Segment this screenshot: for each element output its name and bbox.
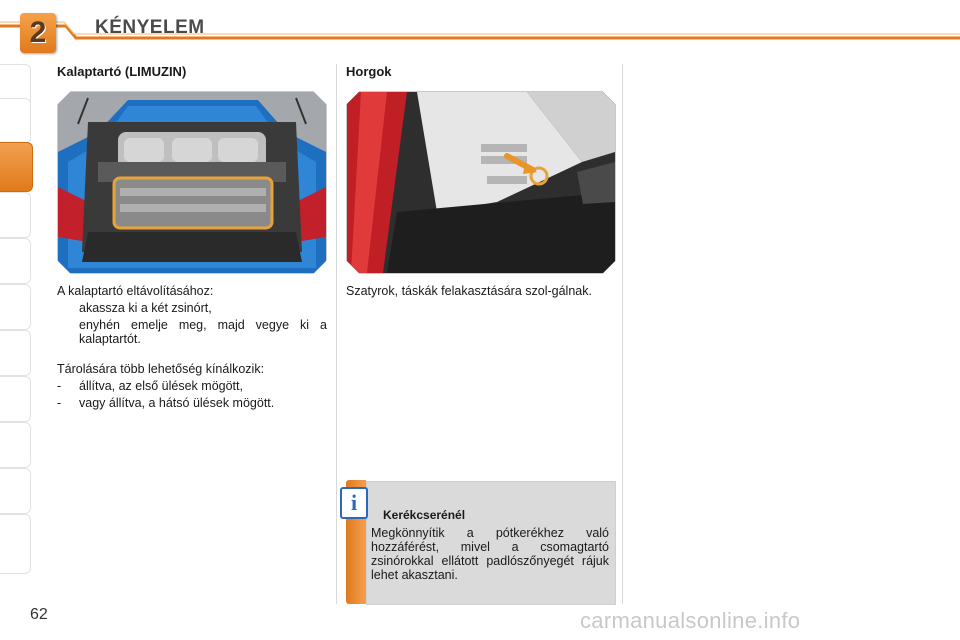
watermark-text: carmanualsonline.info: [580, 608, 801, 633]
info-title: Kerékcserénél: [383, 508, 466, 522]
storage-text: vagy állítva, a hátsó ülések mögött.: [79, 396, 275, 410]
column-divider: [622, 64, 623, 604]
chapter-tab[interactable]: [0, 284, 31, 330]
storage-intro: Tárolására több lehetőség kínálkozik:: [57, 362, 265, 376]
section-title-parcel-shelf: Kalaptartó (LIMUZIN): [57, 64, 187, 79]
info-body: Megkönnyítik a pótkerékhez való hozzáférést, mivel a csomagtartó zsinórokkal ellátott padlószőnyegét rájuk lehet akasztani.: [371, 526, 609, 582]
chapter-tab[interactable]: [0, 192, 31, 238]
dash-marker: -: [57, 396, 62, 410]
header-bar: [0, 0, 960, 52]
step-item: [57, 301, 327, 315]
chapter-tab[interactable]: [0, 330, 31, 376]
chapter-tab[interactable]: [0, 514, 31, 574]
section-title-hooks: Horgok: [346, 64, 392, 79]
chapter-tab[interactable]: [0, 238, 31, 284]
column-divider: [336, 64, 337, 604]
chapter-tab[interactable]: [0, 422, 31, 468]
chapter-number: 2: [29, 16, 47, 49]
removal-intro: A kalaptartó eltávolításához:: [57, 284, 214, 298]
step-text: akassza ki a két zsinórt,: [79, 301, 212, 315]
storage-item: [57, 396, 327, 410]
page-number: 62: [30, 606, 48, 623]
step-item: [57, 318, 327, 346]
chapter-tabs: [0, 64, 34, 576]
chapter-tab[interactable]: [0, 98, 31, 144]
chapter-title: KÉNYELEM: [95, 17, 205, 38]
storage-item: [57, 379, 327, 393]
info-box: [366, 481, 616, 605]
hooks-description: Szatyrok, táskák felakasztására szol-gálnak.: [346, 284, 592, 298]
parcel-shelf-instructions: [57, 284, 327, 410]
step-text: enyhén emelje meg, majd vegye ki a kalaptartót.: [79, 318, 327, 346]
chapter-tab-active[interactable]: [0, 142, 33, 192]
storage-text: állítva, az első ülések mögött,: [79, 379, 243, 393]
chapter-number-badge: [20, 13, 56, 53]
chapter-tab[interactable]: [0, 376, 31, 422]
trunk-hook-illustration: [346, 91, 616, 274]
car-trunk-parcel-shelf-illustration: [57, 91, 327, 274]
info-icon: i: [340, 487, 368, 519]
chapter-tab[interactable]: [0, 468, 31, 514]
dash-marker: -: [57, 379, 62, 393]
